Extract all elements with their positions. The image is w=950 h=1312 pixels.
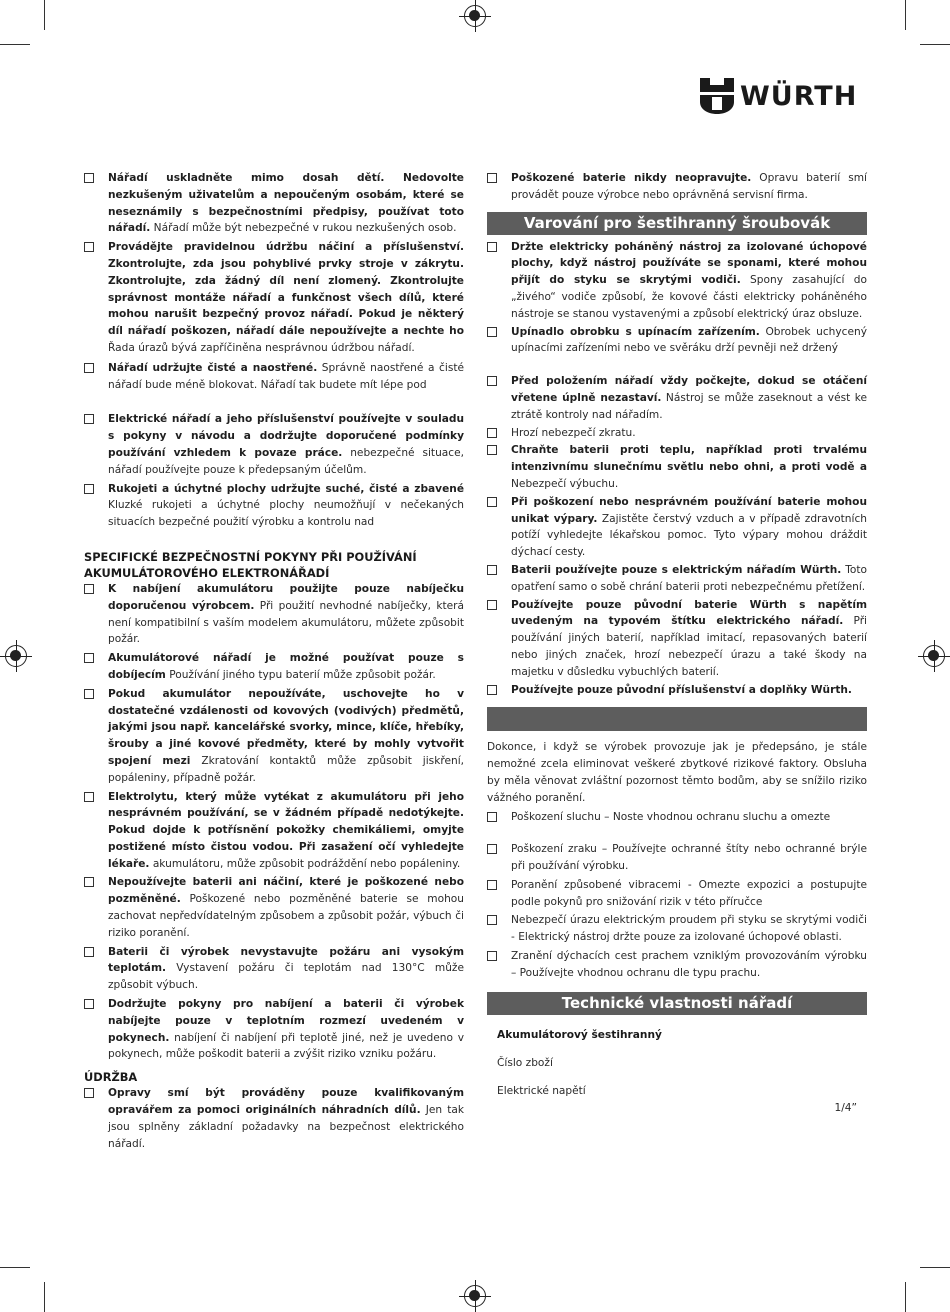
registration-mark-icon [464, 5, 486, 27]
item-bold-text: Baterii používejte pouze s elektrickým nářadím Würth. [511, 563, 842, 576]
checkbox-icon [487, 600, 497, 610]
item-bold-text: Nářadí uskladněte mimo dosah dětí. Nedovolte nezkušeným uživatelům a nepoučeným osobám, které se neseznámily s bezpečnostními předpisy, používat toto nářadí. [108, 172, 464, 235]
list-item [84, 360, 464, 394]
checkbox-icon [84, 689, 94, 699]
checkbox-icon [84, 363, 94, 373]
item-bold-text: Elektrolytu, který může vytékat z akumulátoru při jeho nesprávném používání, se v žádném případě nedotýkejte. Pokud dojde k potřísnění pokožky chemikáliemi, omyjte postižené místo čistou vodou. Při zasažení očí vyhledejte lékaře. [108, 790, 464, 870]
item-bold-text: K nabíjení akumulátoru použijte pouze nabíječku doporučenou výrobcem. [108, 582, 464, 612]
item-bold-text: Dodržujte pokyny pro nabíjení a baterii či výrobek nabíjejte pouze v teplotním rozmezí uvedeném v pokynech. [108, 998, 464, 1044]
item-text: Při používání jiných baterií, například imitací, repasovaných baterií nebo jiných značek, hrozí nebezpečí úrazu a také škody na majetku v důsledku vybuchlých baterií. [511, 615, 867, 678]
crop-mark [905, 1282, 906, 1312]
list-item [487, 912, 867, 946]
item-bold-text: Provádějte pravidelnou údržbu náčiní a příslušenství. Zkontrolujte, zda jsou pohyblivé prvky stroje v zákrytu. Zkontrolujte, zda žádný díl není zlomený. Zkontrolujte správnost montáže nářadí a funkčnost všech dílů, které mohou narušit bezpečný provoz nářadí. Pokud je některý díl nářadí poškozen, nářadí dále nepoužívejte a nechte ho [108, 241, 464, 338]
item-text: Poškození sluchu – Noste vhodnou ochranu sluchu a omezte [511, 810, 831, 823]
list-item [84, 170, 464, 237]
checkbox-icon [84, 653, 94, 663]
checkbox-icon [487, 428, 497, 438]
checkbox-icon [487, 565, 497, 575]
checkbox-icon [84, 584, 94, 594]
list-item [84, 239, 464, 357]
list-item [487, 494, 867, 561]
list-item [487, 442, 867, 492]
crop-mark [44, 1282, 45, 1312]
checkbox-icon [487, 242, 497, 252]
item-text: Poškozené nebo pozměněné baterie se mohou zachovat nepředvídatelným způsobem a způsobit požár, výbuch či riziko poranění. [108, 893, 464, 939]
spec-value: 1/4” [834, 1102, 857, 1115]
list-item [487, 324, 867, 358]
item-bold-text: Držte elektricky poháněný nástroj za izolované úchopové plochy, když nástroj používáte se sponami, které mohou přijít do styku se skrytými vodiči. [511, 240, 867, 287]
section-banner [487, 707, 867, 731]
crop-mark [920, 44, 950, 45]
list-item [84, 996, 464, 1063]
checkbox-icon [84, 999, 94, 1009]
list-item [487, 877, 867, 911]
item-bold-text: Rukojeti a úchytné plochy udržujte suché, čisté a zbavené [108, 482, 464, 495]
item-text: Používání jiného typu baterií může způsobit požár. [165, 668, 436, 681]
checkbox-icon [487, 880, 497, 890]
section-heading: ÚDRŽBA [84, 1070, 138, 1085]
section-heading: SPECIFICKÉ BEZPEČNOSTNÍ POKYNY PŘI POUŽÍVÁNÍ AKUMULÁTOROVÉHO ELEKTRONÁŘADÍ [84, 549, 417, 580]
item-bold-text: Při poškození nebo nesprávném používání baterie mohou unikat výpary. [511, 495, 867, 525]
checkbox-icon [487, 376, 497, 386]
item-bold-text: Používejte pouze původní příslušenství a doplňky Würth. [511, 683, 852, 696]
right-column [487, 170, 867, 1117]
list-item [84, 686, 464, 787]
item-text: nabíjení či nabíjení při teplotě jiné, než je uvedeno v pokynech, může poškodit baterii a zvýšit riziko vzniku požáru. [108, 1031, 464, 1061]
checkbox-icon [84, 877, 94, 887]
item-bold-text: Pokud akumulátor nepoužíváte, uschovejte ho v dostatečné vzdálenosti od kovových (vodivých) předmětů, jakými jsou např. kancelářské svorky, mince, klíče, hřebíky, šrouby a jiné kovové předměty, které by mohly vytvořit spojení mezi [108, 687, 464, 767]
item-text: Při použití nevhodné nabíječky, která není kompatibilní s vaším modelem akumulátoru, můžete způsobit požár. [108, 599, 464, 646]
item-text: Obrobek uchycený upínacími zařízeními nebo ve svěráku drží pevněji než držený [511, 325, 867, 355]
list-item [487, 682, 867, 699]
list-item [487, 948, 867, 982]
item-bold-text: Upínadlo obrobku s upínacím zařízením. [511, 325, 760, 338]
crop-mark [0, 1267, 30, 1268]
list-item [84, 411, 464, 478]
item-text: Poškození zraku – Používejte ochranné štíty nebo ochranné brýle při používání výrobku. [511, 843, 867, 873]
list-item [487, 425, 867, 442]
item-text: Nářadí může být nebezpečné v rukou nezkušených osob. [150, 222, 457, 235]
item-bold-text: Akumulátorové nářadí je možné používat pouze s dobíjecím [108, 652, 464, 681]
item-text: Spony zasahující do „živého“ vodiče způsobí, že kovové části elektricky poháněného nástroje se stanou vystavenými a způsobí elektrický úraz obsluze. [511, 274, 867, 320]
spacer [84, 533, 464, 549]
checkbox-icon [84, 173, 94, 183]
item-bold-text: Nářadí udržujte čisté a naostřené. [108, 361, 318, 374]
spec-row: Číslo zboží [497, 1056, 553, 1069]
item-text: Zranění dýchacích cest prachem vzniklým provozováním výrobku – Používejte vhodnou ochranu dle typu prachu. [511, 950, 867, 979]
registration-mark-icon [923, 645, 945, 667]
checkbox-icon [487, 173, 497, 183]
item-bold-text: Poškozené baterie nikdy neopravujte. [511, 172, 752, 184]
checkbox-icon [487, 327, 497, 337]
checkbox-icon [84, 484, 94, 494]
item-text: Správně naostřené a čisté nářadí bude méně blokovat. Nářadí tak budete mít lépe pod [108, 361, 465, 391]
item-text: Zajistěte čerstvý vzduch a v případě zdravotních potíží vyhledejte lékařskou pomoc. Tyto výpary mohou dráždit dýchací cesty. [511, 512, 868, 559]
crop-mark [920, 1267, 950, 1268]
list-item [487, 239, 867, 323]
brand-name: WÜRTH [740, 80, 858, 112]
item-text: Nástroj se může zaseknout a vést ke ztrátě kontroly nad nářadím. [511, 391, 867, 421]
item-text: akumulátoru, může způsobit podráždění nebo popáleniny. [149, 857, 461, 870]
section-banner: Varování pro šestihranný šroubovák [487, 212, 867, 235]
item-text: Vystavení požáru či teplotám nad 130°C může způsobit výbuch. [108, 962, 464, 992]
item-text: Nebezpečí úrazu elektrickým proudem při styku se skrytými vodiči - Elektrický nástroj držte pouze za izolované úchopové oblasti. [511, 914, 867, 944]
list-item [84, 789, 464, 873]
item-text: Toto opatření samo o sobě chrání baterii proti nebezpečnému přetížení. [511, 563, 868, 593]
list-item [487, 373, 867, 423]
crop-mark [0, 44, 30, 45]
wurth-logo-icon [700, 78, 734, 114]
checkbox-icon [487, 812, 497, 822]
item-text: Poranění způsobené vibracemi - Omezte expozici a postupujte podle pokynů pro snižování rizik v této příručce [511, 878, 867, 908]
intro-paragraph: Dokonce, i když se výrobek provozuje jak je předepsáno, je stále nemožné zcela eliminovat veškeré zbytkové rizikové faktory. Obsluha by měla věnovat zvláštní pozornost těmto bodům, aby se snížilo riziko vážného poranění. [487, 741, 867, 804]
list-item [84, 944, 464, 994]
item-bold-text: Před položením nářadí vždy počkejte, dokud se otáčení vřetene úplně nezastaví. [511, 375, 867, 404]
item-bold-text: Chraňte baterii proti teplu, například proti trvalému intenzivnímu slunečnímu světlu nebo ohni, a proti vodě a [511, 444, 867, 474]
checkbox-icon [487, 951, 497, 961]
item-bold-text: Opravy smí být prováděny pouze kvalifikovaným opravářem za pomoci originálních náhradních dílů. [108, 1087, 464, 1117]
item-bold-text: Baterii či výrobek nevystavujte požáru ani vysokým teplotám. [108, 945, 464, 975]
checkbox-icon [84, 947, 94, 957]
item-text: Nebezpečí výbuchu. [511, 477, 619, 490]
item-bold-text: Nepoužívejte baterii ani náčiní, které je poškozené nebo pozměněné. [108, 876, 464, 906]
item-bold-text: Používejte pouze původní baterie Würth s napětím uvedeným na typovém štítku elektrického nářadí. [511, 598, 867, 628]
spec-title: Akumulátorový šestihranný [497, 1028, 662, 1041]
list-item [84, 581, 464, 648]
item-bold-text: Elektrické nářadí a jeho příslušenství používejte v souladu s pokyny v návodu a dodržujte doporučené podmínky používání vzhledem k povaze práce. [108, 413, 464, 459]
crop-mark [44, 0, 45, 30]
checkbox-icon [84, 1088, 94, 1098]
spec-row: Elektrické napětí [497, 1085, 586, 1098]
list-item [84, 481, 464, 531]
item-text: Řada úrazů bývá zapříčiněna nesprávnou údržbou nářadí. [108, 341, 415, 354]
checkbox-icon [84, 242, 94, 252]
item-text: nebezpečné situace, nářadí používejte pouze k předepsaným účelům. [108, 446, 464, 476]
checkbox-icon [487, 844, 497, 854]
checkbox-icon [487, 497, 497, 507]
spacer [487, 984, 867, 992]
spacer [487, 699, 867, 707]
crop-mark [905, 0, 906, 30]
checkbox-icon [84, 792, 94, 802]
list-item [487, 562, 867, 596]
registration-mark-icon [5, 645, 27, 667]
item-text: Opravu baterií smí provádět pouze výrobce nebo oprávněná servisní firma. [511, 172, 867, 201]
checkbox-icon [487, 915, 497, 925]
list-item [84, 874, 464, 941]
item-text: Kluzké rukojeti a úchytné plochy neumožňují v nečekaných situacích bezpečné použití výrobku a kontrolu nad [108, 499, 464, 529]
checkbox-icon [84, 414, 94, 424]
checkbox-icon [487, 685, 497, 695]
item-text: Jen tak jsou splněny základní požadavky na bezpečnost elektrického nářadí. [108, 1104, 465, 1150]
list-item [84, 1085, 464, 1152]
wurth-logo [700, 78, 857, 114]
item-text: Hrozí nebezpečí zkratu. [511, 426, 636, 439]
checkbox-icon [487, 445, 497, 455]
list-item [487, 809, 867, 826]
list-item [487, 170, 867, 204]
list-item [84, 650, 464, 684]
registration-mark-icon [464, 1285, 486, 1307]
section-banner: Technické vlastnosti nářadí [487, 992, 867, 1015]
list-item [487, 841, 867, 875]
left-column [84, 170, 464, 1154]
list-item [487, 597, 867, 681]
item-text: Zkratování kontaktů může způsobit jiskření, popáleniny, případně požár. [108, 754, 465, 784]
